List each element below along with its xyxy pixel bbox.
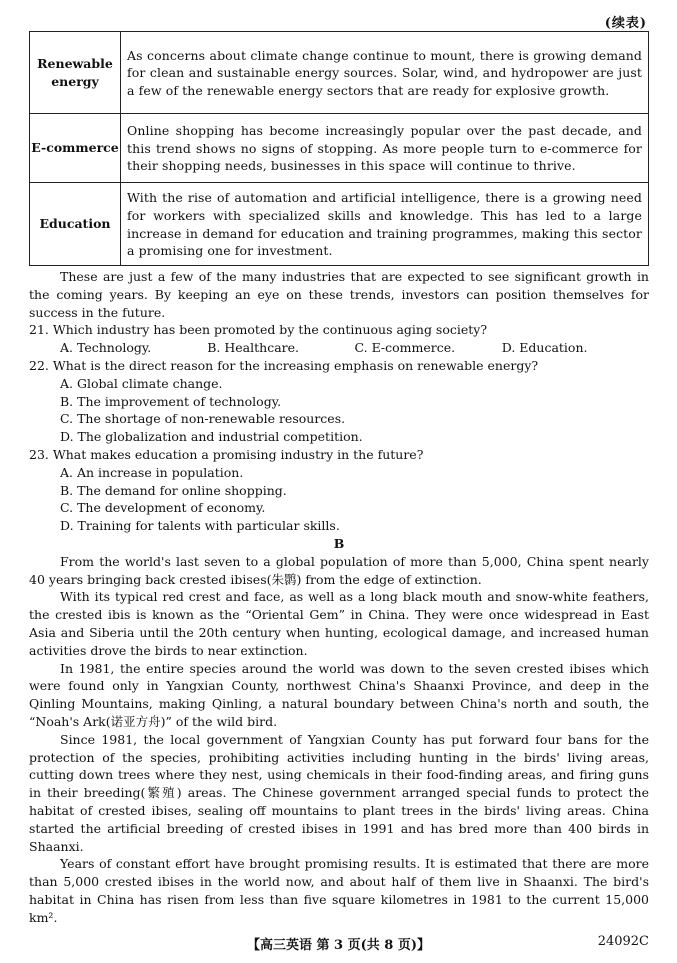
industry-description: As concerns about climate change continue to mount, there is growing demand for clean and sustainable energy sources. Solar, wind, and hydropower are just a few of the renewable energy sectors that are ready for explosive growth. — [121, 32, 649, 114]
option-c: C. The development of economy. — [60, 500, 266, 516]
paragraph: In 1981, the entire species around the world was down to the seven crested ibises which were found only in Yangxian County, northwest China's Shaanxi Province, and deep in the Qinling Mountains, making Qinling, a natural boundary between China's north and south, the “Noah's Ark(诺亚方舟)” of the wild bird. — [29, 660, 649, 729]
closing-paragraph: These are just a few of the many industries that are expected to see significant growth in the coming years. By keeping an eye on these trends, investors can position themselves for success in the future. — [29, 269, 649, 320]
table-row — [30, 32, 649, 114]
option-a: A. Technology. — [60, 340, 152, 356]
option-d: D. Training for talents with particular skills. — [60, 518, 340, 534]
section-heading: B — [333, 535, 345, 551]
question-22: 22. What is the direct reason for the increasing emphasis on renewable energy? — [29, 357, 539, 373]
industry-description: With the rise of automation and artificial intelligence, there is a growing need for workers with specialized skills and knowledge. This has led to a large increase in demand for education and training programmes, making this sector a promising one for investment. — [121, 183, 649, 266]
option-c: C. The shortage of non-renewable resources. — [60, 411, 346, 427]
table-row — [30, 114, 649, 183]
industry-name: E-commerce — [30, 114, 121, 183]
industry-name: Renewable energy — [30, 32, 121, 114]
option-c: C. E-commerce. — [354, 340, 456, 356]
continued-label: (续表) — [604, 16, 647, 31]
option-a: A. Global climate change. — [60, 375, 223, 391]
table-row — [30, 183, 649, 266]
question-21: 21. Which industry has been promoted by the continuous aging society? — [29, 322, 488, 338]
option-b: B. The improvement of technology. — [60, 393, 282, 409]
industry-table — [29, 31, 649, 266]
paragraph: With its typical red crest and face, as well as a long black mouth and snow-white feathers, the crested ibis is known as the “Oriental Gem” in China. They were once widespread in East Asia and Siberia until the 20th century when hunting, ecological damage, and increased human activities drove the birds to near extinction. — [29, 589, 649, 658]
question-23: 23. What makes education a promising industry in the future? — [29, 446, 424, 462]
paragraph: From the world's last seven to a global population of more than 5,000, China spent nearly 40 years bringing back crested ibises(朱鹮) from the edge of extinction. — [29, 553, 649, 587]
industry-name: Education — [30, 183, 121, 266]
passage-body — [29, 268, 649, 926]
option-a: A. An increase in population. — [60, 464, 244, 480]
option-b: B. The demand for online shopping. — [60, 482, 287, 498]
option-b: B. Healthcare. — [207, 340, 300, 356]
option-d: D. Education. — [501, 340, 588, 356]
paragraph: Years of constant effort have brought promising results. It is estimated that there are more than 5,000 crested ibises in the world now, and about half of them live in Shaanxi. The bird's habitat in China has risen from less than five square kilometres in 1981 to the current 15,000 km². — [29, 856, 649, 925]
question-21-options — [29, 339, 649, 357]
industry-description: Online shopping has become increasingly popular over the past decade, and this trend shows no signs of stopping. As more people turn to e-commerce for their shopping needs, businesses in this space will continue to thrive. — [121, 114, 649, 183]
paragraph: Since 1981, the local government of Yangxian County has put forward four bans for the protection of the species, prohibiting activities including hunting in the birds' living areas, cutting down trees where they nest, using chemicals in their food-finding areas, and firing guns in their breeding(繁殖) areas. The Chinese government arranged special funds to protect the habitat of crested ibises, sealing off mountains to plant trees in the birds' living areas. China started the artificial breeding of crested ibises in 1991 and has bred more than 400 birds in Shaanxi. — [29, 731, 649, 854]
option-d: D. The globalization and industrial competition. — [60, 429, 363, 445]
exam-code: 24092C — [597, 934, 649, 949]
footer-title: 【高三英语 第 3 页(共 8 页)】 — [246, 938, 431, 953]
